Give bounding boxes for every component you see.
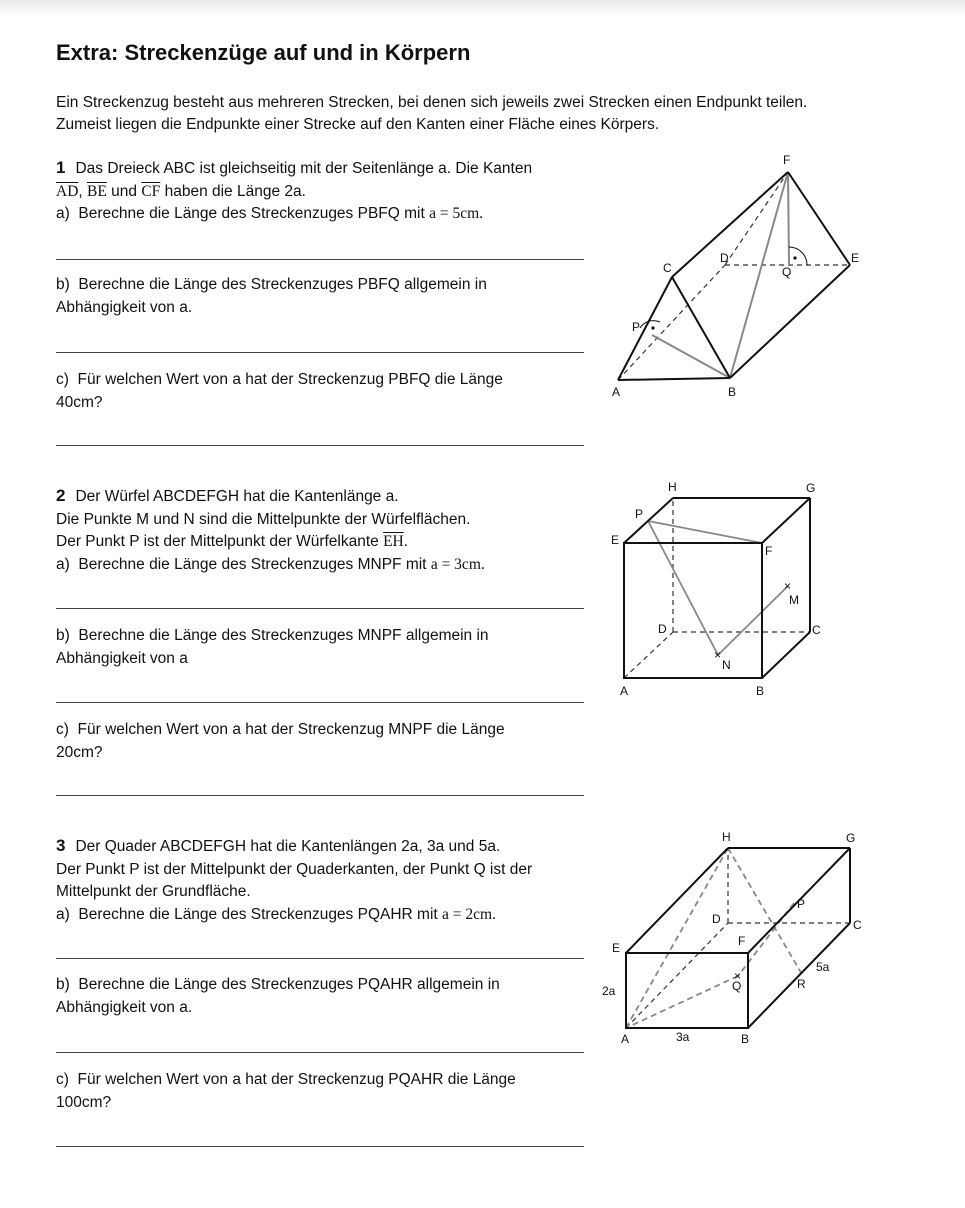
label-p: P	[632, 320, 641, 334]
answer-line-2b[interactable]	[56, 702, 584, 703]
subtask-b-text-2: Abhängigkeit von a	[56, 649, 188, 667]
label-p: P	[635, 507, 644, 521]
task-3-text-line-2: Der Punkt P ist der Mittelpunkt der Quaderkanten, der Punkt Q ist der	[56, 860, 533, 878]
intro-line-1: Ein Streckenzug besteht aus mehreren Strecken, bei denen sich jeweils zwei Strecken einen Endpunkt teilen.	[56, 94, 808, 111]
subtask-c-label: c)	[56, 1071, 69, 1088]
answer-line-3c[interactable]	[56, 1146, 584, 1147]
subtask-c-text-2: 40cm?	[56, 393, 103, 411]
answer-line-2a[interactable]	[56, 608, 584, 609]
answer-line-3b[interactable]	[56, 1052, 584, 1053]
task-1-text-line-1: Das Dreieck ABC ist gleichseitig mit der Seitenlänge a. Die Kanten	[75, 160, 533, 177]
task-3-subtask-c	[56, 1069, 596, 1114]
subtask-b-label: b)	[56, 276, 70, 293]
segment-ad: $\overline{AD}$	[56, 182, 79, 200]
subtask-b-text: Berechne die Länge des Streckenzuges PQAHR allgemein in	[78, 976, 500, 993]
subtask-a-text: Berechne die Länge des Streckenzuges MNPF mit	[78, 555, 431, 573]
label-b: B	[756, 684, 765, 698]
task-1-number: 1	[56, 158, 66, 177]
top-shadow-bar	[0, 0, 965, 16]
label-f: F	[738, 934, 746, 948]
label-g: G	[846, 831, 856, 845]
label-f: F	[765, 544, 773, 558]
subtask-a-text: Berechne die Länge des Streckenzuges PBFQ mit	[78, 205, 430, 222]
answer-line-3a[interactable]	[56, 958, 584, 959]
subtask-b-label: b)	[56, 627, 70, 644]
answer-line-1b[interactable]	[56, 352, 584, 353]
label-r: R	[797, 977, 806, 991]
hidden-edges	[618, 172, 850, 380]
task-3-text-line-3: Mittelpunkt der Grundfläche.	[56, 883, 251, 900]
label-q: Q	[732, 979, 742, 993]
label-2a: 2a	[602, 984, 616, 998]
path-mnpf	[648, 521, 788, 655]
label-m: M	[789, 593, 799, 607]
subtask-c-text: Für welchen Wert von a hat der Streckenzug PBFQ die Länge	[77, 371, 503, 388]
label-e: E	[612, 941, 621, 955]
task-1-subtask-c	[56, 369, 596, 414]
subtask-c-text: Für welchen Wert von a hat der Streckenzug MNPF die Länge	[77, 721, 505, 738]
label-3a: 3a	[676, 1030, 690, 1044]
subtask-b-text: Berechne die Länge des Streckenzuges PBFQ allgemein in	[78, 276, 487, 293]
label-c: C	[812, 623, 821, 637]
subtask-a-value: a = 5cm.	[429, 205, 484, 222]
task-2-text-line-1: Der Würfel ABCDEFGH hat die Kantenlänge a.	[75, 488, 399, 505]
task-1-intro	[56, 157, 596, 226]
label-g: G	[806, 481, 816, 495]
separator: und	[106, 182, 142, 200]
subtask-c-text: Für welchen Wert von a hat der Streckenzug PQAHR die Länge	[77, 1071, 516, 1088]
angle-mark-p	[640, 321, 660, 328]
path-pbfq	[652, 172, 792, 378]
prism-figure	[600, 150, 870, 405]
intro-line-2: Zumeist liegen die Endpunkte einer Strecke auf den Kanten einer Fläche eines Körpers.	[56, 116, 660, 133]
label-e: E	[611, 533, 620, 547]
label-d: D	[658, 622, 667, 636]
cross-mark-q: ×	[734, 969, 742, 983]
period: .	[403, 533, 409, 550]
label-p: P	[797, 897, 806, 911]
intro-paragraph	[56, 92, 916, 136]
subtask-c-text-2: 20cm?	[56, 743, 103, 761]
label-e: E	[851, 251, 860, 265]
segment-eh: $\overline{EH}$	[383, 533, 404, 550]
subtask-a-label: a)	[56, 905, 70, 923]
label-c: C	[663, 261, 672, 275]
label-a: A	[612, 385, 621, 399]
answer-line-1a[interactable]	[56, 259, 584, 260]
separator: ,	[78, 182, 88, 200]
subtask-c-text-2: 100cm?	[56, 1093, 112, 1111]
subtask-a-text: Berechne die Länge des Streckenzuges PQAHR mit	[78, 905, 443, 923]
label-h: H	[668, 480, 677, 494]
task-2-intro	[56, 485, 596, 576]
label-q: Q	[782, 265, 792, 279]
cuboid-figure	[598, 828, 870, 1050]
cross-mark-n: ×	[714, 648, 722, 662]
task-1-subtask-b	[56, 274, 596, 319]
subtask-c-label: c)	[56, 371, 69, 388]
subtask-b-text-2: Abhängigkeit von a.	[56, 298, 193, 316]
answer-line-1c[interactable]	[56, 445, 584, 446]
label-h: H	[722, 830, 731, 844]
subtask-a-value: a = 3cm.	[430, 555, 485, 573]
label-d: D	[712, 912, 721, 926]
task-2-subtask-b	[56, 625, 596, 670]
label-a: A	[621, 1032, 630, 1046]
page-title: Extra: Streckenzüge auf und in Körpern	[56, 40, 471, 65]
subtask-a-label: a)	[56, 555, 70, 573]
subtask-b-text: Berechne die Länge des Streckenzuges MNPF allgemein in	[78, 627, 489, 644]
task-2-text-line-3: Der Punkt P ist der Mittelpunkt der Würfelkante	[56, 533, 384, 550]
cross-mark-m: ×	[784, 579, 792, 593]
label-b: B	[728, 385, 737, 399]
task-3-intro	[56, 835, 596, 926]
segment-cf: $\overline{CF}$	[141, 182, 161, 200]
label-d: D	[720, 251, 729, 265]
task-3-text-line-1: Der Quader ABCDEFGH hat die Kantenlängen 2a, 3a und 5a.	[75, 838, 501, 855]
subtask-c-label: c)	[56, 721, 69, 738]
task-3-subtask-b	[56, 974, 596, 1019]
subtask-b-text-2: Abhängigkeit von a.	[56, 998, 193, 1016]
answer-line-2c[interactable]	[56, 795, 584, 796]
label-b: B	[741, 1032, 750, 1046]
label-c: C	[853, 918, 862, 932]
label-a: A	[620, 684, 629, 698]
segment-be: $\overline{BE}$	[87, 182, 107, 200]
subtask-b-label: b)	[56, 976, 70, 993]
visible-edges	[618, 172, 850, 380]
angle-mark-q	[789, 247, 807, 265]
task-1-text-line-2: haben die Länge 2a.	[160, 182, 306, 200]
task-2-subtask-c	[56, 719, 596, 764]
label-f: F	[783, 153, 791, 167]
task-3-number: 3	[56, 836, 66, 855]
label-n: N	[722, 658, 731, 672]
task-2-number: 2	[56, 486, 66, 505]
angle-dot-q	[793, 256, 796, 259]
label-5a: 5a	[816, 960, 830, 974]
subtask-a-value: a = 2cm.	[442, 905, 496, 923]
subtask-a-label: a)	[56, 205, 70, 222]
cube-figure	[600, 478, 840, 703]
task-2-text-line-2: Die Punkte M und N sind die Mittelpunkte der Würfelflächen.	[56, 510, 471, 528]
angle-dot-p	[651, 326, 654, 329]
